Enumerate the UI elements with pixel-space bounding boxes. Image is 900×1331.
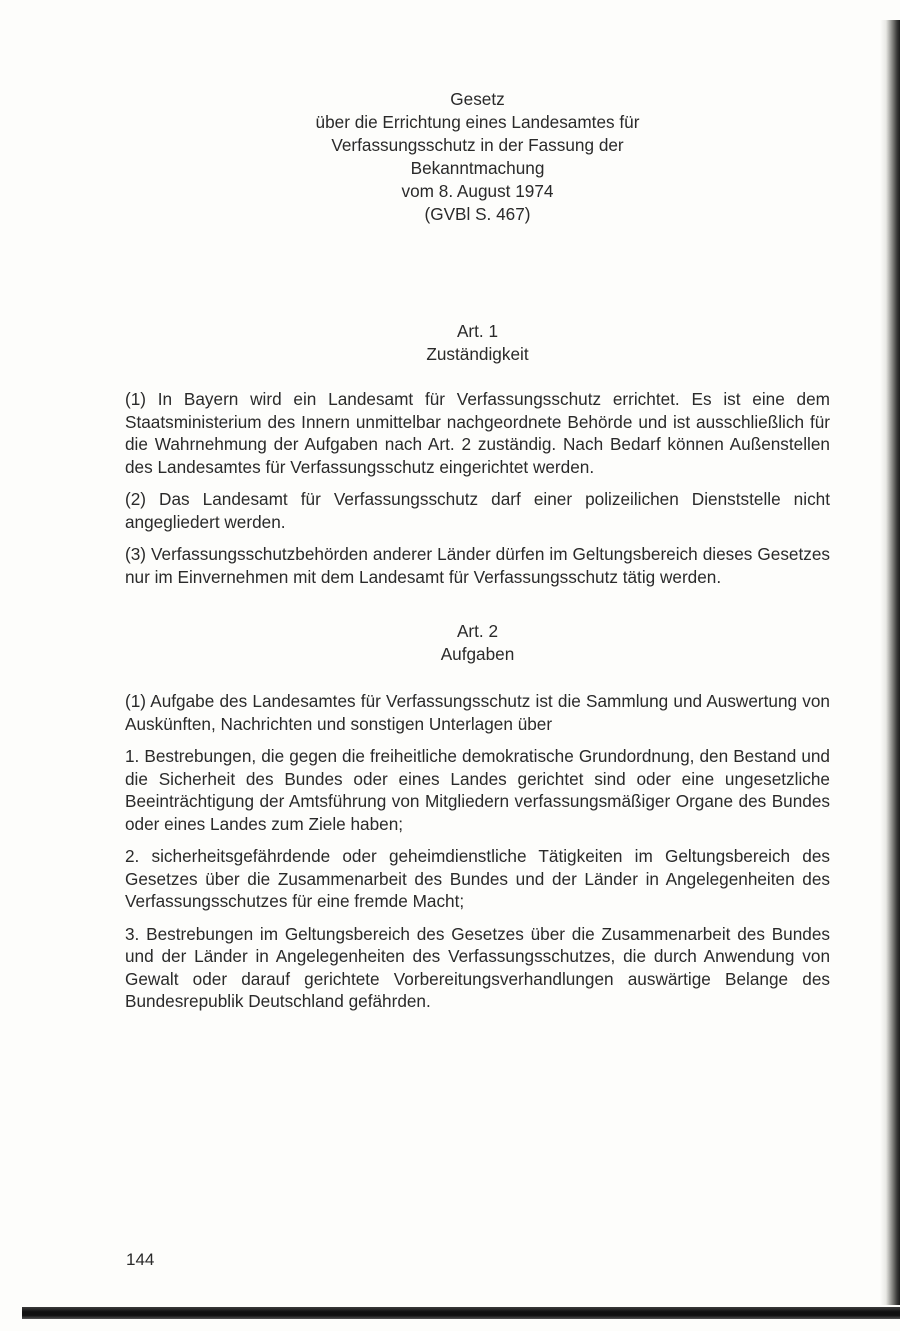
- title-line: Verfassungsschutz in der Fassung der: [331, 135, 624, 155]
- page-number: 144: [126, 1250, 155, 1269]
- title-line: (GVBl S. 467): [424, 204, 531, 224]
- law-title: [125, 88, 830, 226]
- article-1-paragraph-2: (2) Das Landesamt für Verfassungsschutz darf einer polizeilichen Dienststelle nicht angegliedert werden.: [125, 489, 830, 532]
- article-2-paragraph-1: (1) Aufgabe des Landesamtes für Verfassungsschutz ist die Sammlung und Auswertung von Auskünften, Nachrichten und sonstigen Unterlagen über: [125, 691, 830, 734]
- page-edge-shadow: [880, 20, 900, 1305]
- title-line: Gesetz: [450, 89, 505, 109]
- article-2-item-2: 2. sicherheitsgefährdende oder geheimdienstliche Tätigkeiten im Geltungsbereich des Gesetzes über die Zusammenarbeit des Bundes und der Länder in Angelegenheiten des Verfassungsschutzes für eine fremde Macht;: [125, 846, 830, 911]
- article-number: Art. 1: [456, 321, 499, 341]
- article-1-paragraph-1: (1) In Bayern wird ein Landesamt für Verfassungsschutz errichtet. Es ist eine dem Staatsministerium des Innern unmittelbar nachgeordnete Behörde und ist ausschließlich für die Wahrnehmung der Aufgaben nach Art. 2 zuständig. Nach Bedarf können Außenstellen des Landesamtes für Verfassungsschutz eingerichtet werden.: [125, 389, 830, 477]
- title-line: über die Errichtung eines Landesamtes für: [315, 112, 640, 132]
- article-2-item-1: 1. Bestrebungen, die gegen die freiheitliche demokratische Grundordnung, den Bestand und die Sicherheit des Bundes oder eines Landes gerichtet sind oder eine ungesetzliche Beeinträchtigung der Amtsführung von Mitgliedern verfassungsmäßiger Organe des Bundes oder eines Landes zum Ziele haben;: [125, 746, 830, 834]
- article-number: Art. 2: [456, 621, 499, 641]
- article-title: Aufgaben: [440, 644, 515, 664]
- article-1-heading: [125, 320, 830, 366]
- title-line: vom 8. August 1974: [401, 181, 554, 201]
- article-title: Zuständigkeit: [426, 344, 529, 364]
- article-2-item-3: 3. Bestrebungen im Geltungsbereich des Gesetzes über die Zusammenarbeit des Bundes und der Länder in Angelegenheiten des Verfassungsschutzes, die durch Anwendung von Gewalt oder darauf gerichtete Vorbereitungsverhandlungen auswärtige Belange des Bundesrepublik Deutschland gefährden.: [125, 923, 830, 1011]
- document-body: [125, 88, 830, 1013]
- title-line: Bekanntmachung: [410, 158, 545, 178]
- page-bottom-edge: [22, 1307, 900, 1319]
- article-2-heading: [125, 620, 830, 666]
- article-1-paragraph-3: (3) Verfassungsschutzbehörden anderer Länder dürfen im Geltungsbereich dieses Gesetzes nur im Einvernehmen mit dem Landesamt für Verfassungsschutz tätig werden.: [125, 544, 830, 587]
